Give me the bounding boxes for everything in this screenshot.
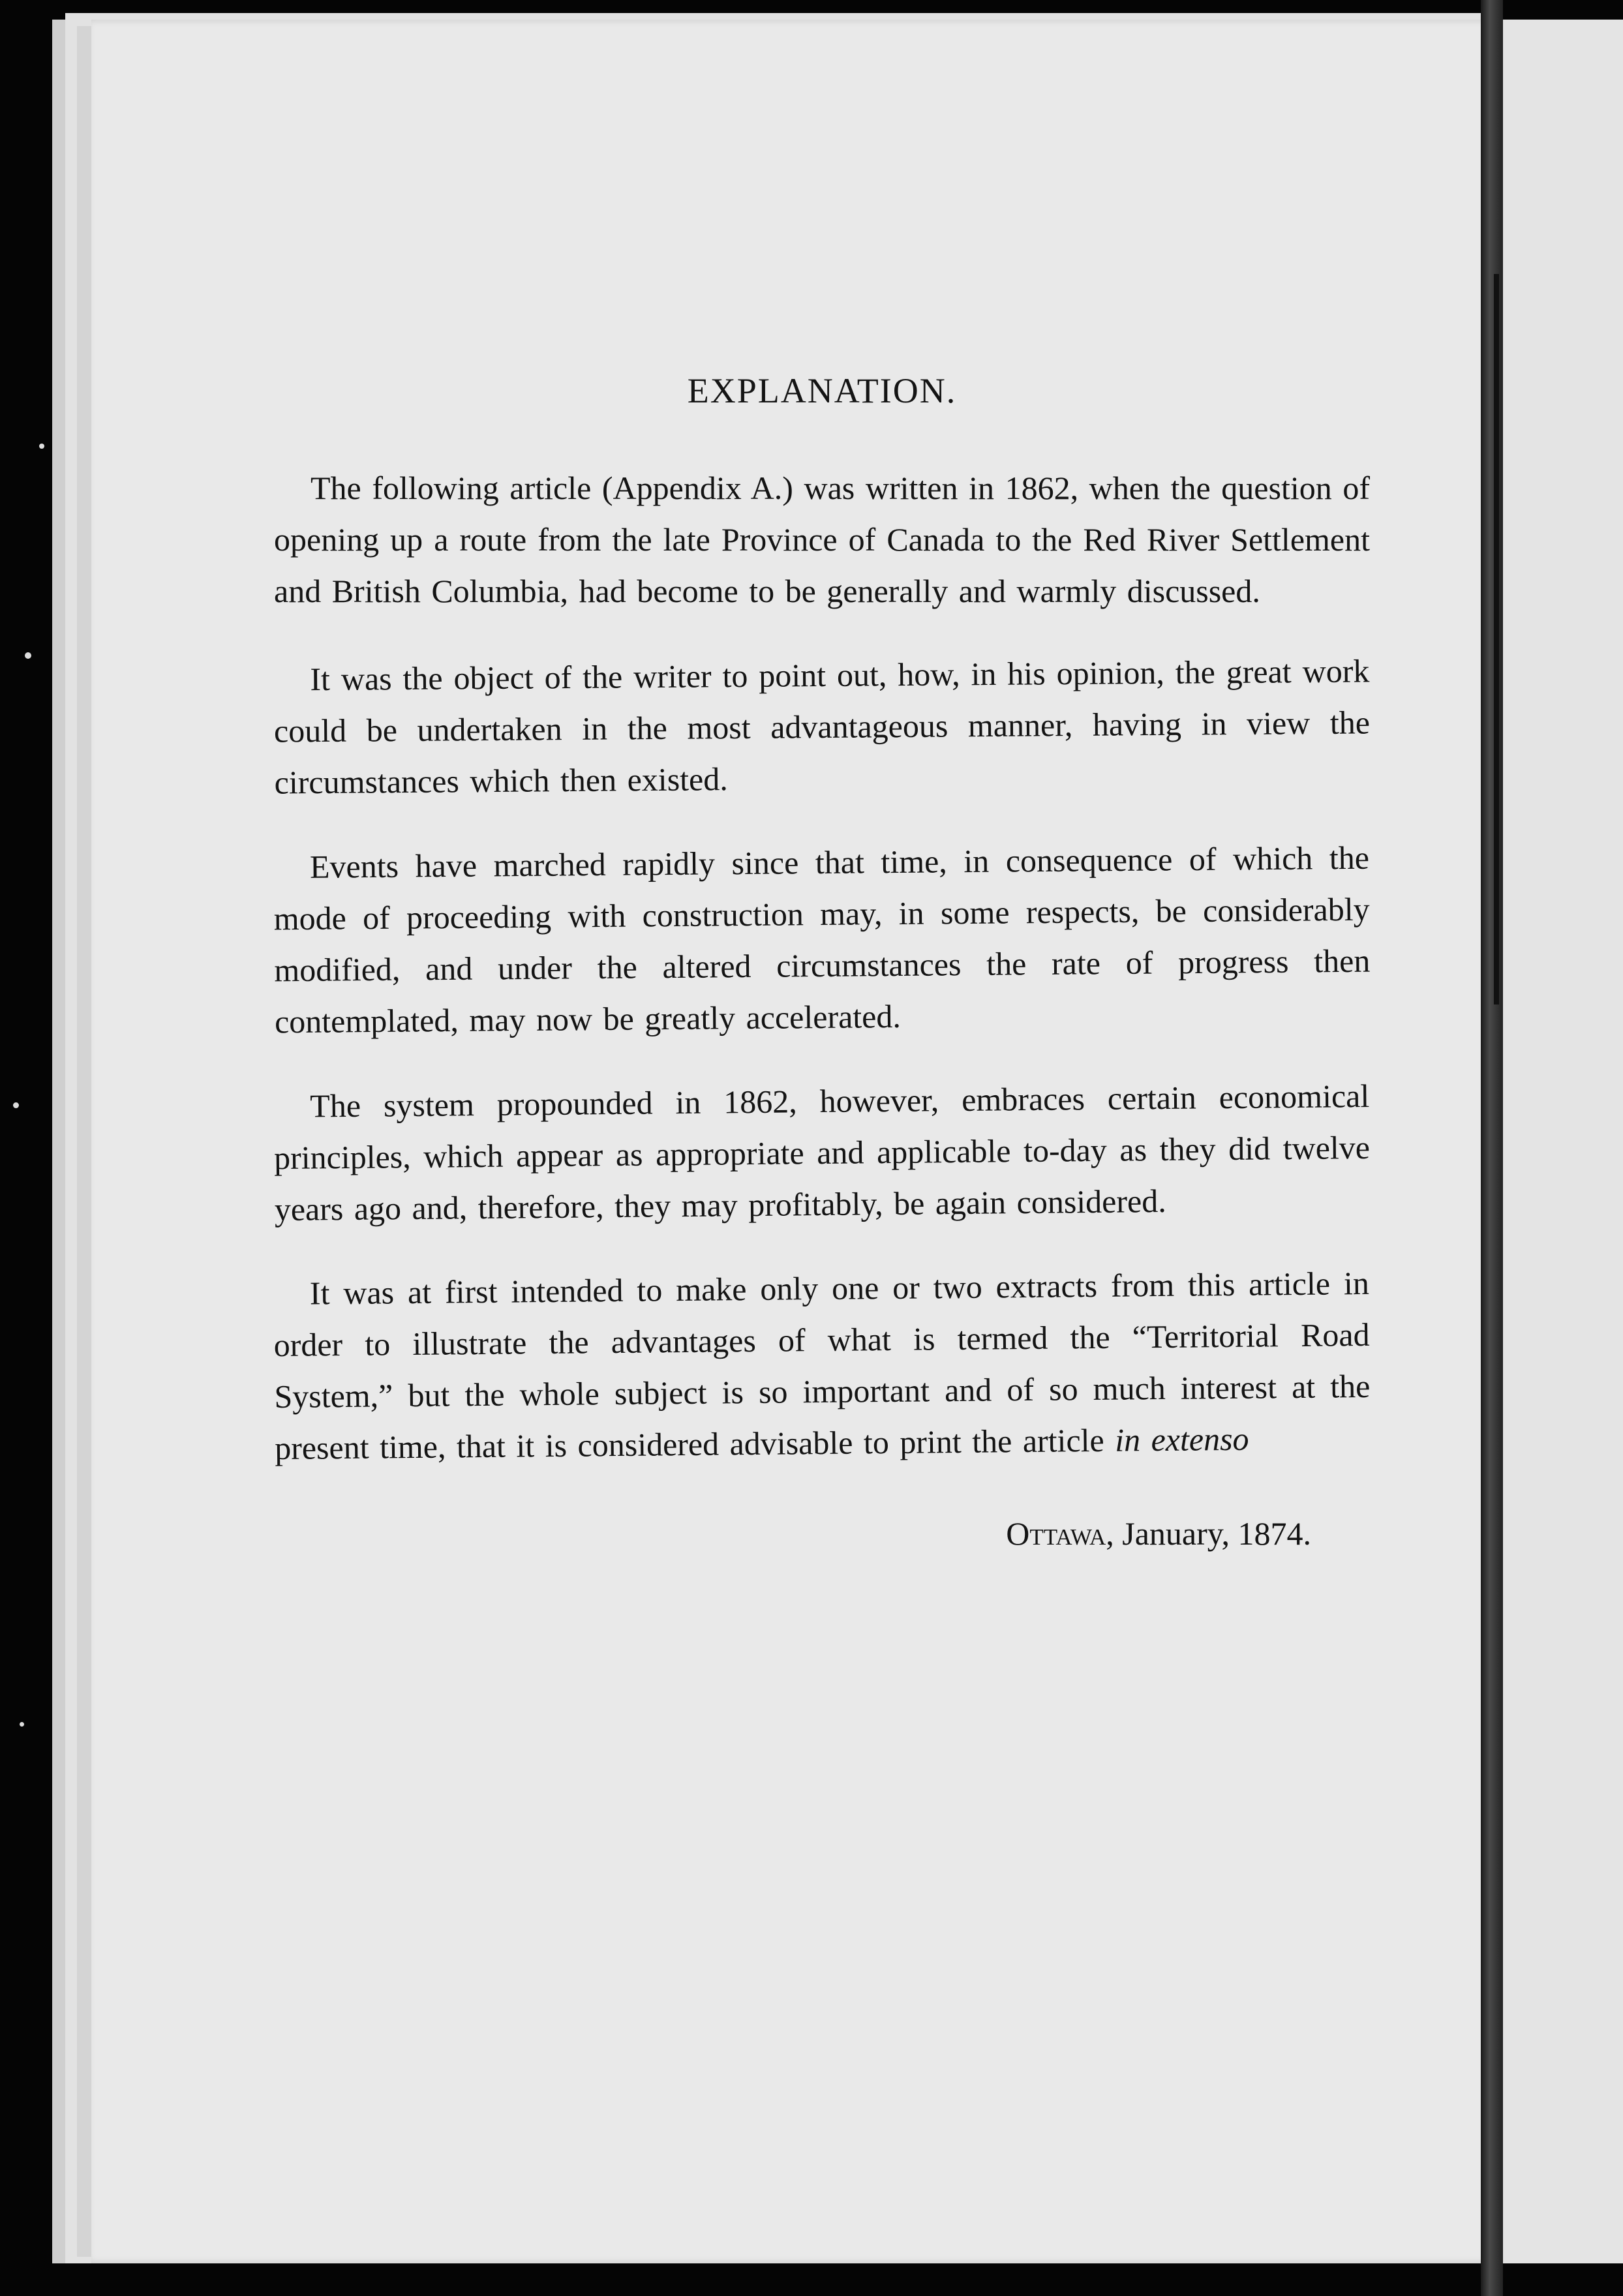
paragraph: The following article (Appendix A.) was written in 1862, when the question of opening up a route from the late Province of Canada to the Red River Settlement and British Columbia, had become to be generally and warmly discussed. [274, 470, 1370, 609]
dust-speck [13, 1102, 19, 1108]
document-body [274, 365, 1370, 1560]
dust-speck [39, 444, 44, 449]
signoff [274, 1508, 1370, 1560]
facing-page [1503, 20, 1623, 2263]
signoff-date: , January, 1874. [1106, 1515, 1311, 1552]
paragraph: The system propounded in 1862, however, embraces certain economical principles, which appear as appropriate and applicable to-day as they did twelve years ago and, therefore, they may profitably, be again considered. [273, 1077, 1371, 1228]
paragraph: It was the object of the writer to point out, how, in his opinion, the great work could be undertaken in the most advantageous manner, having in view the circumstances which then existed. [273, 652, 1371, 801]
page-title: EXPLANATION. [687, 371, 957, 410]
dust-speck [25, 652, 31, 659]
binding-shadow [1494, 274, 1499, 1004]
paragraph: Events have marched rapidly since that time, in consequence of which the mode of proceeding with construction may, in some respects, be considerably modified, and under the altered circumstances the rate of progress then contemplated, may now be greatly accelerated. [273, 839, 1371, 1040]
dust-speck [20, 1722, 24, 1727]
book-binding [1481, 0, 1503, 2296]
signoff-place: Ottawa [1006, 1515, 1106, 1552]
paragraph-text: It was at first intended to make only one or two extracts from this article in order to illustrate the advantages of what is termed the “Territorial Road System,” but the whole subject is so important and of so much interest at the present time, that it is considered advisable to print the article [273, 1264, 1371, 1467]
italic-phrase: in extenso [1114, 1420, 1249, 1458]
paragraph [273, 1258, 1371, 1474]
